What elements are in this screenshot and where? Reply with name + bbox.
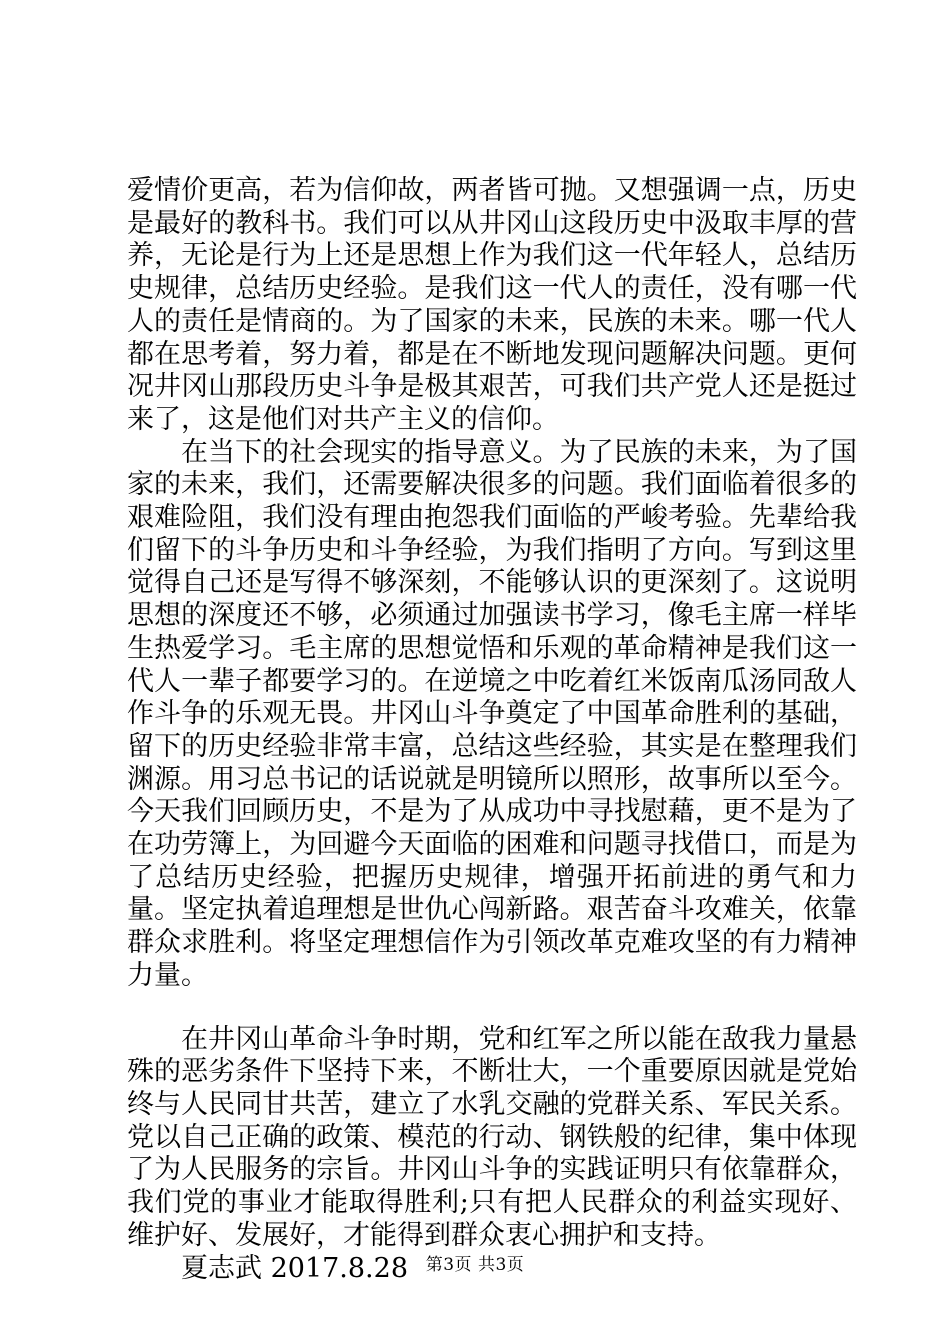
paragraph-2: 在当下的社会现实的指导意义。为了民族的未来，为了国家的未来，我们，还需要解决很多的问题。我们面临着很多的艰难险阻，我们没有理由抱怨我们面临的严峻考验。先辈给我们留下的斗争历史和斗争经验，为我们指明了方向。写到这里觉得自己还是写得不够深刻，不能够认识的更深刻了。这说明思想的深度还不够，必须通过加强读书学习，像毛主席一样毕生热爱学习。毛主席的思想觉悟和乐观的革命精神是我们这一代人一辈子都要学习的。在逆境之中吃着红米饭南瓜汤同敌人作斗争的乐观无畏。井冈山斗争奠定了中国革命胜利的基础，留下的历史经验非常丰富，总结这些经验，其实是在整理我们渊源。用习总书记的话说就是明镜所以照形，故事所以至今。今天我们回顾历史，不是为了从成功中寻找慰藉，更不是为了在功劳簿上，为回避今天面临的困难和问题寻找借口，而是为了总结历史经验，把握历史规律，增强开拓前进的勇气和力量。坚定执着追理想是世仇心闯新路。艰苦奋斗攻难关，依靠群众求胜利。将坚定理想信作为引领改革克难攻坚的有力精神力量。 <box>127 436 857 991</box>
document-body <box>127 175 857 1285</box>
paragraph-1: 爱情价更高，若为信仰故，两者皆可抛。又想强调一点，历史是最好的教科书。我们可以从井冈山这段历史中汲取丰厚的营养，无论是行为上还是思想上作为我们这一代年轻人，总结历史规律，总结历史经验。是我们这一代人的责任，没有哪一代人的责任是情商的。为了国家的未来，民族的未来。哪一代人都在思考着，努力着，都是在不断地发现问题解决问题。更何况井冈山那段历史斗争是极其艰苦，可我们共产党人还是挺过来了，这是他们对共产主义的信仰。 <box>127 175 857 435</box>
paragraph-3: 在井冈山革命斗争时期，党和红军之所以能在敌我力量悬殊的恶劣条件下坚持下来，不断壮大，一个重要原因就是党始终与人民同甘共苦，建立了水乳交融的党群关系、军民关系。党以自己正确的政策、模范的行动、钢铁般的纪律，集中体现了为人民服务的宗旨。井冈山斗争的实践证明只有依靠群众，我们党的事业才能取得胜利;只有把人民群众的利益实现好、维护好、发展好，才能得到群众衷心拥护和支持。 <box>127 1023 857 1251</box>
page-footer: 第3页 共3页 <box>425 1255 525 1275</box>
author-signature-date: 夏志武 2017.8.28 <box>181 1252 408 1284</box>
paragraph-spacer <box>127 993 857 1024</box>
